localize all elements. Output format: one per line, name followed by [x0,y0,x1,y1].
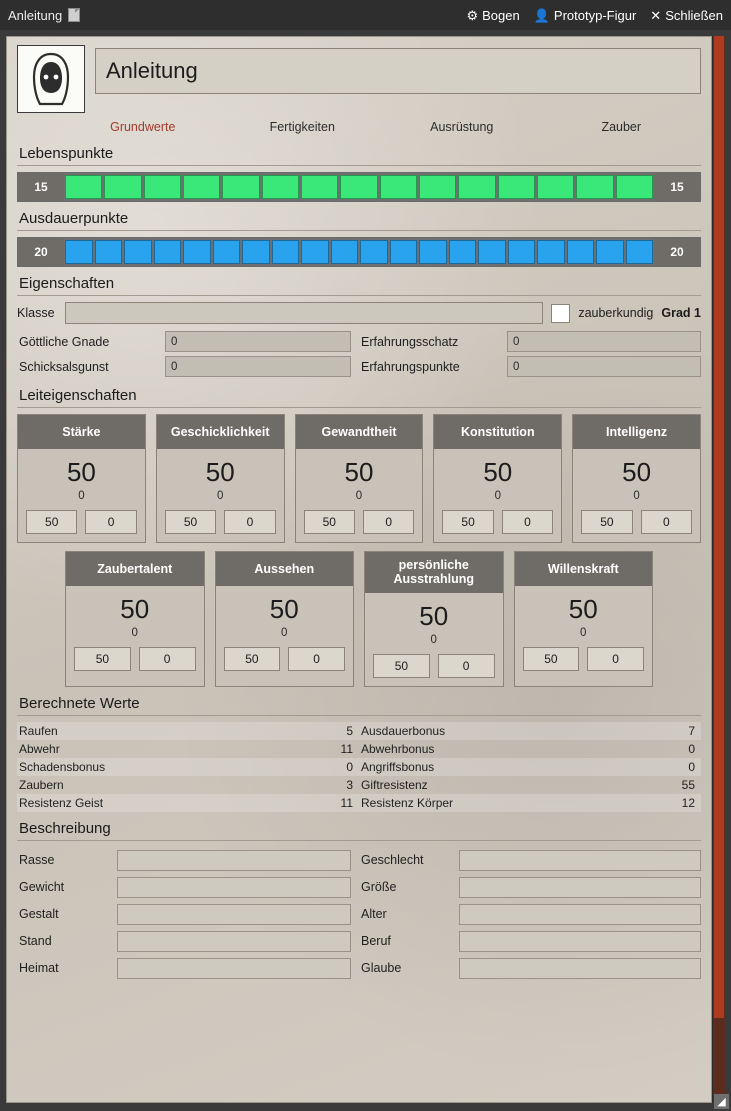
attribute-card-staerke [17,414,146,543]
lebenspunkte-cell[interactable] [576,175,613,199]
vertical-scrollbar[interactable] [712,36,725,1103]
attribute-card-value: 50 [205,457,235,487]
attribute-card-value: 50 [483,457,513,487]
ausdauerpunkte-cell[interactable] [154,240,182,264]
berechneter-wert-row [17,794,359,812]
attribute-card-inputs [18,510,145,542]
lebenspunkte-cell[interactable] [616,175,653,199]
beschreibung-input[interactable] [117,850,351,871]
beschreibung-label: Heimat [19,961,59,976]
eigenschaft-label: Erfahrungsschatz [361,334,459,349]
beschreibung-label: Gestalt [19,907,59,922]
ausdauerpunkte-cell[interactable] [242,240,270,264]
gear-icon: ⚙ [466,7,479,23]
lebenspunkte-left-value: 15 [18,173,64,201]
attribute-input-base[interactable]: 50 [304,510,355,534]
tab-fertigkeiten[interactable]: Fertigkeiten [269,120,335,134]
eigenschaft-value[interactable]: 0 [507,356,701,377]
ausdauerpunkte-bar[interactable] [17,237,701,267]
window-bottom-bar [0,1103,731,1111]
attribute-card-title: persönliche Ausstrahlung [365,552,503,593]
menu-item-prototyp-figur[interactable] [534,8,637,23]
beschreibung-row [17,874,359,901]
divider [17,407,701,408]
attribute-card-aussehen [215,551,355,687]
attribute-card-value: 50 [120,594,150,624]
berechneter-wert-value: 5 [346,723,353,738]
beschreibung-row [17,955,359,982]
attribute-card-inputs [216,647,354,679]
character-name-value: Anleitung [106,58,198,83]
berechneter-wert-value: 55 [681,777,695,792]
lebenspunkte-cell[interactable] [419,175,456,199]
berechnete-werte-grid [17,722,701,812]
attribute-card-value: 50 [344,457,374,487]
ausdauerpunkte-cell[interactable] [331,240,359,264]
attribute-card-willenskraft [514,551,654,687]
ausdauerpunkte-cell[interactable] [183,240,211,264]
attribute-card-value: 50 [269,594,299,624]
beschreibung-label: Geschlecht [361,853,424,868]
eigenschaft-row [17,329,359,354]
menu-item-bogen-label: Bogen [482,7,520,23]
attribute-card-intelligenz [572,414,701,543]
character-sheet [6,36,712,1103]
section-title-eigenschaften: Eigenschaften [19,275,115,292]
grad-label: Grad 1 [661,306,701,320]
lebenspunkte-cell[interactable] [301,175,338,199]
beschreibung-input[interactable] [459,877,701,898]
window-title: Anleitung [8,7,63,23]
beschreibung-label: Rasse [19,853,55,868]
lebenspunkte-cell[interactable] [183,175,220,199]
attribute-card-inputs [515,647,653,679]
sheet-tabs [17,117,701,137]
berechneter-wert-label: Schadensbonus [19,759,106,774]
section-title-beschreibung: Beschreibung [19,819,111,837]
attribute-card-title: Willenskraft [515,552,653,586]
divider [17,295,701,296]
attribute-input-base[interactable]: 50 [373,654,430,678]
attribute-card-inputs [296,510,423,542]
attribute-card-inputs [157,510,284,542]
beschreibung-input[interactable] [117,958,351,979]
eigenschaft-value[interactable]: 0 [165,356,351,377]
lebenspunkte-cell[interactable] [65,175,102,199]
attribute-card-gewandtheit [295,414,424,543]
lebenspunkte-cell[interactable] [458,175,495,199]
beschreibung-row [359,955,701,982]
eigenschaft-value[interactable]: 0 [165,331,351,352]
attribute-input-mod[interactable]: 0 [641,510,692,534]
attribute-card-bonus: 0 [633,490,640,502]
attribute-card-inputs [434,510,561,542]
resize-grip-icon[interactable]: ◢ [714,1094,729,1109]
beschreibung-input[interactable] [459,850,701,871]
sheet-container [0,30,731,1103]
eigenschaft-row [359,354,701,379]
lebenspunkte-cell[interactable] [498,175,535,199]
attribute-card-bonus: 0 [131,627,138,639]
berechneter-wert-row [359,776,701,794]
attribute-card-title: Aussehen [216,552,354,586]
eigenschaft-label: Göttliche Gnade [19,334,110,349]
lebenspunkte-cell[interactable] [104,175,141,199]
section-title-ausdauerpunkte: Ausdauerpunkte [19,210,129,227]
ausdauerpunkte-cell[interactable] [508,240,536,264]
attribute-card-value: 50 [419,600,449,631]
close-icon: ✕ [650,7,662,23]
tab-zauber[interactable]: Zauber [601,120,642,134]
section-title-berechnete-werte: Berechnete Werte [19,694,140,712]
divider [17,230,701,231]
attribute-card-inputs [66,647,204,679]
attribute-card-title: Gewandtheit [296,415,423,449]
zauberkundig-label: zauberkundig [578,306,654,320]
ausdauerpunkte-left-value: 20 [18,238,64,266]
lebenspunkte-cell[interactable] [340,175,377,199]
character-name-input[interactable] [95,48,701,94]
berechneter-wert-label: Resistenz Körper [361,795,454,810]
ausdauerpunkte-cell[interactable] [419,240,447,264]
attribute-card-bonus: 0 [281,627,288,639]
berechneter-wert-value: 0 [688,759,695,774]
lebenspunkte-cells [64,173,654,201]
berechneter-wert-row [17,758,359,776]
ausdauerpunkte-cell[interactable] [390,240,418,264]
attribute-card-zaubertalent [65,551,205,687]
lebenspunkte-cell[interactable] [537,175,574,199]
ausdauerpunkte-cell[interactable] [626,240,654,264]
eigenschaft-row [17,354,359,379]
ausdauerpunkte-cell[interactable] [124,240,152,264]
ausdauerpunkte-cell[interactable] [95,240,123,264]
eigenschaft-value[interactable]: 0 [507,331,701,352]
section-title-leiteigenschaften: Leiteigenschaften [19,387,137,404]
sheet-header [17,45,701,113]
lebenspunkte-cell[interactable] [144,175,181,199]
lebenspunkte-cell[interactable] [222,175,259,199]
berechneter-wert-value: 3 [346,777,353,792]
beschreibung-label: Glaube [361,961,402,976]
klasse-row [17,302,701,324]
berechneter-wert-row [17,740,359,758]
berechneter-wert-label: Raufen [19,723,58,738]
attribute-card-inputs [365,654,503,686]
scrollbar-thumb[interactable] [714,36,724,1018]
beschreibung-input[interactable] [117,931,351,952]
leiteigenschaften-row-2 [17,551,701,687]
eigenschaft-label: Erfahrungspunkte [361,359,460,374]
attribute-input-mod[interactable]: 0 [139,647,196,671]
attribute-card-bonus: 0 [355,490,363,502]
lebenspunkte-cell[interactable] [380,175,417,199]
title-bar-left [8,8,80,23]
beschreibung-row [359,847,701,874]
attribute-input-base[interactable]: 50 [581,510,632,534]
attribute-input-base[interactable]: 50 [523,647,580,671]
beschreibung-input[interactable] [459,958,701,979]
berechneter-wert-label: Abwehr [19,741,60,756]
ausdauerpunkte-cell[interactable] [272,240,300,264]
attribute-input-mod[interactable]: 0 [363,510,414,534]
beschreibung-input[interactable] [459,931,701,952]
klasse-input[interactable] [65,302,543,324]
beschreibung-row [17,928,359,955]
attribute-input-base[interactable]: 50 [165,510,216,534]
eigenschaft-label: Schicksalsgunst [19,359,109,374]
eigenschaft-row [359,329,701,354]
attribute-input-base[interactable]: 50 [74,647,131,671]
portrait-frame[interactable] [17,45,85,113]
hooded-figure-avatar [27,51,75,107]
berechneter-wert-label: Zaubern [19,777,64,792]
attribute-input-mod[interactable]: 0 [85,510,136,534]
divider [17,715,701,716]
beschreibung-grid [17,847,701,982]
tab-grundwerte[interactable]: Grundwerte [110,120,176,134]
berechneter-wert-row [17,722,359,740]
berechneter-wert-value: 7 [688,723,695,738]
tab-ausruestung[interactable]: Ausrüstung [430,120,494,134]
berechneter-wert-label: Giftresistenz [361,777,428,792]
attribute-card-geschicklichkeit [156,414,285,543]
divider [17,840,701,841]
menu-item-prototyp-figur-label: Prototyp-Figur [553,7,637,23]
beschreibung-label: Größe [361,880,397,895]
attribute-input-mod[interactable]: 0 [502,510,553,534]
attribute-card-value: 50 [622,457,652,487]
berechneter-wert-row [359,794,701,812]
attribute-input-mod[interactable]: 0 [288,647,345,671]
berechneter-wert-label: Ausdauerbonus [361,723,446,738]
ausdauerpunkte-cell[interactable] [65,240,93,264]
ausdauerpunkte-cell[interactable] [213,240,241,264]
title-bar-menu [466,8,723,23]
title-bar [0,0,731,30]
beschreibung-input[interactable] [117,877,351,898]
ausdauerpunkte-cell[interactable] [449,240,477,264]
berechneter-wert-value: 0 [346,759,353,774]
lebenspunkte-bar[interactable] [17,172,701,202]
ausdauerpunkte-cell[interactable] [567,240,595,264]
document-icon [68,8,80,22]
ausdauerpunkte-cell[interactable] [537,240,565,264]
menu-item-schliessen[interactable] [650,8,723,23]
berechneter-wert-value: 11 [340,741,353,756]
beschreibung-row [359,928,701,955]
klasse-label: Klasse [17,306,55,320]
attribute-card-bonus: 0 [78,490,85,502]
attribute-card-bonus: 0 [216,490,224,502]
berechneter-wert-label: Abwehrbonus [361,741,435,756]
eigenschaften-grid [17,329,701,379]
beschreibung-input[interactable] [459,904,701,925]
berechneter-wert-label: Angriffsbonus [361,759,435,774]
attribute-input-mod[interactable]: 0 [438,654,495,678]
beschreibung-row [17,847,359,874]
attribute-card-konstitution [433,414,562,543]
berechneter-wert-row [359,758,701,776]
berechneter-wert-value: 11 [340,795,353,810]
attribute-input-base[interactable]: 50 [26,510,77,534]
berechneter-wert-value: 12 [681,795,695,810]
menu-item-schliessen-label: Schließen [665,7,723,23]
beschreibung-input[interactable] [117,904,351,925]
ausdauerpunkte-cell[interactable] [478,240,506,264]
attribute-card-title: Zaubertalent [66,552,204,586]
menu-item-bogen[interactable] [466,8,519,23]
ausdauerpunkte-right-value: 20 [654,238,700,266]
beschreibung-label: Gewicht [19,880,65,895]
section-title-lebenspunkte: Lebenspunkte [19,145,114,162]
leiteigenschaften-row-1 [17,414,701,543]
ausdauerpunkte-cells [64,238,654,266]
attribute-card-value: 50 [66,457,96,487]
beschreibung-label: Stand [19,934,52,949]
beschreibung-row [359,901,701,928]
ausdauerpunkte-cell[interactable] [360,240,388,264]
ausdauerpunkte-cell[interactable] [596,240,624,264]
beschreibung-row [359,874,701,901]
attribute-card-value: 50 [568,594,598,624]
lebenspunkte-right-value: 15 [654,173,700,201]
attribute-input-base[interactable]: 50 [442,510,493,534]
attribute-card-title: Konstitution [434,415,561,449]
attribute-card-title: Geschicklichkeit [157,415,284,449]
attribute-input-mod[interactable]: 0 [587,647,644,671]
berechneter-wert-row [359,722,701,740]
lebenspunkte-cell[interactable] [262,175,299,199]
attribute-card-title: Intelligenz [573,415,700,449]
attribute-card-bonus: 0 [580,627,587,639]
berechneter-wert-row [359,740,701,758]
berechneter-wert-value: 0 [688,741,695,756]
berechneter-wert-row [17,776,359,794]
attribute-input-base[interactable]: 50 [224,647,281,671]
beschreibung-row [17,901,359,928]
divider [17,165,701,166]
attribute-card-persoenliche-ausstrahlung [364,551,504,687]
attribute-input-mod[interactable]: 0 [224,510,275,534]
beschreibung-label: Alter [361,907,387,922]
attribute-card-inputs [573,510,700,542]
ausdauerpunkte-cell[interactable] [301,240,329,264]
beschreibung-label: Beruf [361,934,391,949]
attribute-card-bonus: 0 [430,633,437,646]
zauberkundig-checkbox[interactable] [551,304,570,323]
attribute-card-title: Stärke [18,415,145,449]
berechneter-wert-label: Resistenz Geist [19,795,104,810]
attribute-card-bonus: 0 [494,490,501,502]
person-icon: 👤 [533,7,550,23]
